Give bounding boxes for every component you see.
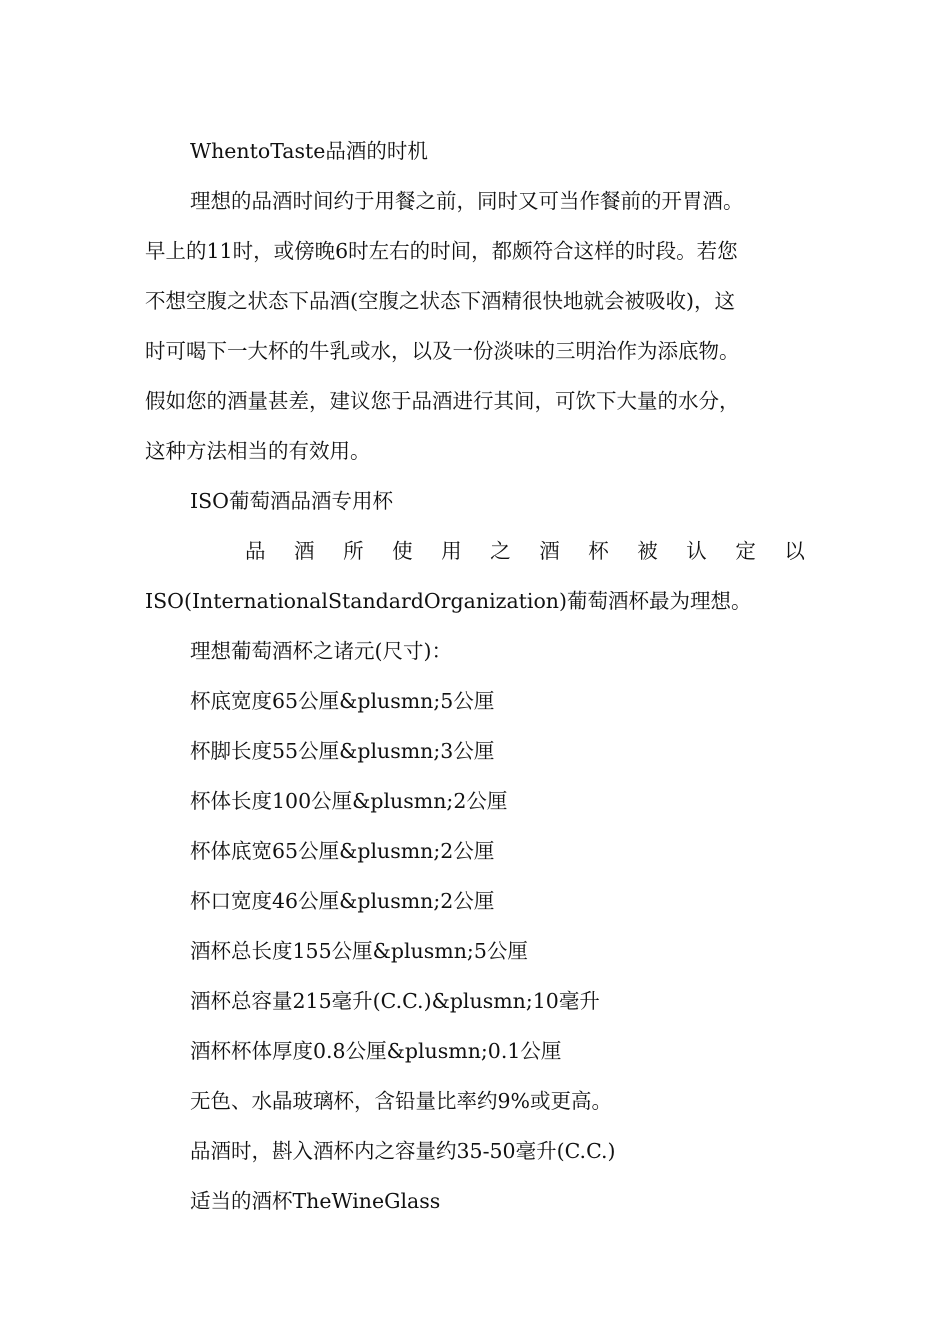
justified-char: 酒 <box>294 539 315 563</box>
spec-item: 杯口宽度46公厘&plusmn;2公厘 <box>190 889 495 913</box>
justified-char: 酒 <box>539 539 560 563</box>
justified-line <box>245 536 805 566</box>
spec-item: 杯脚长度55公厘&plusmn;3公厘 <box>190 739 495 763</box>
paragraph-line: 不想空腹之状态下品酒(空腹之状态下酒精很快地就会被吸收)，这 <box>145 289 735 313</box>
spec-heading: 理想葡萄酒杯之诸元(尺寸)： <box>190 639 452 663</box>
justified-char: 被 <box>637 539 658 563</box>
justified-char: 定 <box>735 539 756 563</box>
justified-char: 所 <box>343 539 364 563</box>
paragraph-line: 品酒时，斟入酒杯内之容量约35-50毫升(C.C.) <box>190 1139 616 1163</box>
justified-char: 以 <box>784 539 805 563</box>
paragraph-line: 早上的11时，或傍晚6时左右的时间，都颇符合这样的时段。若您 <box>145 239 738 263</box>
spec-item: 酒杯总长度155公厘&plusmn;5公厘 <box>190 939 528 963</box>
justified-char: 杯 <box>588 539 609 563</box>
paragraph-line: 理想的品酒时间约于用餐之前，同时又可当作餐前的开胃酒。 <box>190 189 744 213</box>
paragraph-line: 这种方法相当的有效用。 <box>145 439 371 463</box>
paragraph-line: 假如您的酒量甚差，建议您于品酒进行其间，可饮下大量的水分， <box>145 389 740 413</box>
justified-char: 认 <box>686 539 707 563</box>
justified-char: 品 <box>245 539 266 563</box>
heading-when-to-taste: WhentoTaste品酒的时机 <box>190 139 428 163</box>
paragraph-line: 时可喝下一大杯的牛乳或水，以及一份淡味的三明治作为添底物。 <box>145 339 740 363</box>
justified-char: 之 <box>490 539 511 563</box>
heading-wine-glass: 适当的酒杯TheWineGlass <box>190 1189 441 1213</box>
justified-char: 用 <box>441 539 462 563</box>
paragraph-line: 无色、水晶玻璃杯，含铅量比率约9%或更高。 <box>190 1089 613 1113</box>
spec-item: 杯体长度100公厘&plusmn;2公厘 <box>190 789 508 813</box>
spec-item: 酒杯总容量215毫升(C.C.)&plusmn;10毫升 <box>190 989 600 1013</box>
justified-char: 使 <box>392 539 413 563</box>
spec-item: 酒杯杯体厚度0.8公厘&plusmn;0.1公厘 <box>190 1039 562 1063</box>
heading-iso-glass: ISO葡萄酒品酒专用杯 <box>190 489 393 513</box>
spec-item: 杯底宽度65公厘&plusmn;5公厘 <box>190 689 495 713</box>
paragraph-line: ISO(InternationalStandardOrganization)葡萄酒杯最为理想。 <box>145 589 752 613</box>
spec-item: 杯体底宽65公厘&plusmn;2公厘 <box>190 839 495 863</box>
